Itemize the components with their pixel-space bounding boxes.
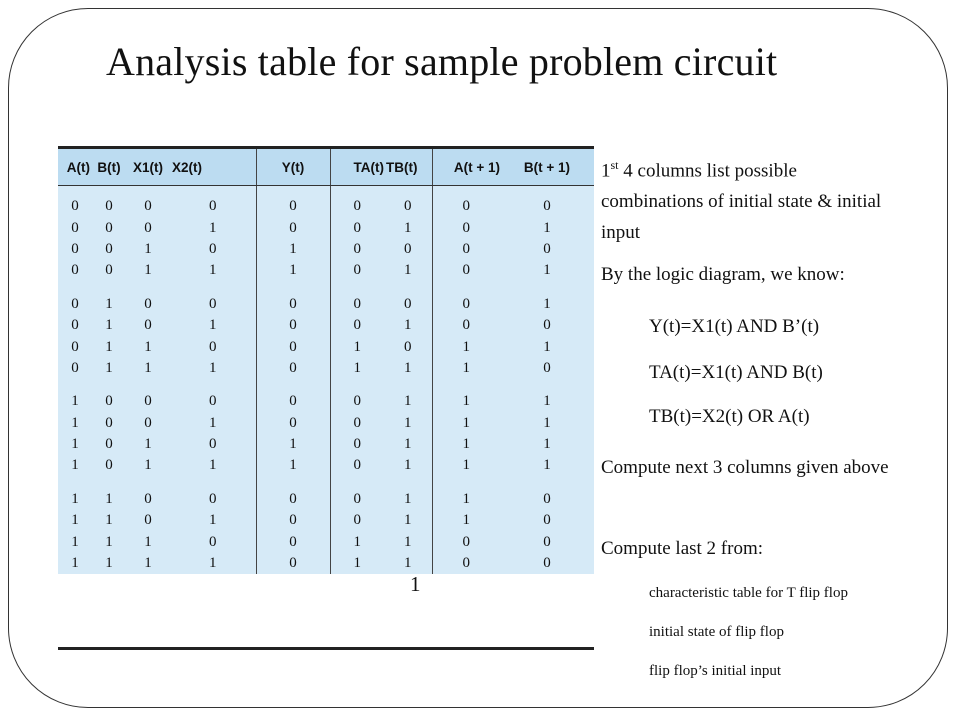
cell-tb: 0	[384, 336, 432, 357]
cell-x1: 0	[144, 393, 152, 410]
cell-tb: 1	[384, 315, 432, 336]
cell-a-next: 0	[462, 533, 470, 550]
cell-x2: 0	[170, 379, 256, 412]
cell-a-next: 1	[462, 414, 470, 431]
cell-b-next: 0	[543, 533, 551, 550]
cell-tb: 1	[384, 510, 432, 531]
cell-a-next: 1	[462, 338, 470, 355]
cell-b: 0	[105, 457, 113, 474]
table-row	[58, 413, 594, 434]
cell-x1: 1	[144, 262, 152, 279]
cell-a: 0	[71, 198, 79, 215]
cell-b-next: 0	[543, 490, 551, 507]
cell-a-next: 1	[462, 490, 470, 507]
cell-ta: 0	[353, 512, 361, 529]
cell-a-next: 0	[462, 317, 470, 334]
cell-tb: 1	[384, 434, 432, 455]
cell-a: 1	[71, 512, 79, 529]
cell-tb: 0	[384, 239, 432, 260]
table-row	[58, 239, 594, 260]
cell-ta: 1	[353, 359, 361, 376]
cell-b-next: 1	[543, 262, 551, 279]
table-row	[58, 260, 594, 281]
cell-tb: 1	[384, 358, 432, 379]
table-body	[58, 186, 594, 575]
table-row	[58, 186, 594, 218]
cell-x1: 0	[144, 295, 152, 312]
cell-a: 1	[71, 457, 79, 474]
cell-x1: 0	[144, 219, 152, 236]
table-row	[58, 358, 594, 379]
cell-a: 0	[71, 338, 79, 355]
cell-a-next: 0	[462, 240, 470, 257]
cell-a: 1	[71, 490, 79, 507]
cell-x2: 0	[170, 336, 256, 357]
cell-a: 1	[71, 414, 79, 431]
cell-ta: 0	[353, 219, 361, 236]
cell-x1: 1	[144, 533, 152, 550]
cell-tb: 1	[384, 379, 432, 412]
cell-tb: 1	[384, 217, 432, 238]
cell-b-next: 0	[543, 317, 551, 334]
cell-b: 0	[105, 198, 113, 215]
table-row	[58, 531, 594, 552]
cell-tb: 1	[384, 553, 432, 574]
cell-a: 0	[71, 262, 79, 279]
cell-y: 0	[256, 186, 330, 218]
cell-ta: 1	[353, 533, 361, 550]
cell-x2: 1	[170, 260, 256, 281]
cell-ta: 0	[353, 490, 361, 507]
cell-b-next: 0	[543, 555, 551, 572]
header-y: Y(t)	[256, 149, 330, 186]
cell-x1: 1	[144, 359, 152, 376]
cell-b-next: 0	[543, 512, 551, 529]
cell-b: 1	[105, 359, 113, 376]
cell-a-next: 0	[462, 555, 470, 572]
note-first-columns	[601, 150, 901, 248]
cell-x1: 1	[144, 240, 152, 257]
cell-x1: 1	[144, 457, 152, 474]
cell-x2: 0	[170, 531, 256, 552]
cell-b: 1	[105, 295, 113, 312]
cell-a-next: 0	[462, 198, 470, 215]
cell-b: 0	[105, 219, 113, 236]
cell-b-next: 0	[543, 359, 551, 376]
table-bottom-rule	[58, 647, 594, 650]
cell-ta: 1	[353, 338, 361, 355]
cell-b: 1	[105, 533, 113, 550]
cell-b: 1	[105, 555, 113, 572]
cell-ta: 0	[353, 457, 361, 474]
cell-b: 0	[105, 240, 113, 257]
cell-b-next: 1	[543, 393, 551, 410]
header-a: A(t)	[58, 149, 92, 186]
note-first-columns-number: 1	[601, 160, 611, 182]
cell-y: 0	[256, 217, 330, 238]
table-row	[58, 315, 594, 336]
cell-b: 1	[105, 490, 113, 507]
cell-x1: 1	[144, 555, 152, 572]
header-x2: X2(t)	[170, 149, 256, 186]
cell-ta: 0	[353, 414, 361, 431]
cell-ta: 0	[353, 393, 361, 410]
cell-x2: 1	[170, 413, 256, 434]
cell-y: 0	[256, 315, 330, 336]
cell-x2: 1	[170, 358, 256, 379]
table-header-row	[58, 149, 594, 186]
cell-b: 1	[105, 338, 113, 355]
cell-x2: 0	[170, 239, 256, 260]
cell-a: 0	[71, 219, 79, 236]
cell-b-next: 0	[543, 198, 551, 215]
equation-ta: TA(t)=X1(t) AND B(t)	[649, 362, 823, 383]
note-first-columns-ordinal: st	[610, 158, 619, 172]
cell-b: 1	[105, 512, 113, 529]
cell-y: 0	[256, 358, 330, 379]
cell-y: 1	[256, 260, 330, 281]
cell-a-next: 0	[462, 219, 470, 236]
sub-note-initial-input: flip flop’s initial input	[649, 663, 782, 679]
cell-y: 0	[256, 413, 330, 434]
cell-ta: 0	[353, 240, 361, 257]
cell-tb: 1	[384, 413, 432, 434]
cell-a: 0	[71, 359, 79, 376]
cell-tb: 1	[384, 260, 432, 281]
cell-x2: 0	[170, 477, 256, 510]
cell-x2: 0	[170, 186, 256, 218]
cell-x1: 0	[144, 490, 152, 507]
header-tb: TB(t)	[384, 149, 432, 186]
table-row	[58, 477, 594, 510]
header-b-next: B(t + 1)	[500, 149, 594, 186]
cell-x1: 1	[144, 338, 152, 355]
sub-note-initial-state: initial state of flip flop	[649, 624, 784, 640]
equation-y: Y(t)=X1(t) AND B’(t)	[649, 316, 820, 337]
note-next-columns: Compute next 3 columns given above	[601, 457, 889, 478]
cell-a-next: 1	[462, 436, 470, 453]
cell-y: 0	[256, 379, 330, 412]
cell-tb: 1	[384, 455, 432, 476]
cell-a: 0	[71, 240, 79, 257]
overlay-mark: 1	[410, 572, 421, 596]
table-row	[58, 455, 594, 476]
cell-x2: 0	[170, 282, 256, 315]
cell-b: 0	[105, 262, 113, 279]
cell-x2: 1	[170, 553, 256, 574]
cell-a-next: 1	[462, 457, 470, 474]
cell-b: 0	[105, 393, 113, 410]
cell-x1: 0	[144, 198, 152, 215]
cell-b-next: 1	[543, 414, 551, 431]
header-a-next: A(t + 1)	[432, 149, 500, 186]
note-first-columns-text: 4 columns list possible combinations of initial state & initial input	[601, 160, 882, 244]
cell-tb: 0	[384, 186, 432, 218]
cell-y: 1	[256, 239, 330, 260]
cell-a: 1	[71, 393, 79, 410]
cell-y: 0	[256, 336, 330, 357]
cell-y: 0	[256, 553, 330, 574]
analysis-table-container	[58, 146, 594, 650]
cell-tb: 1	[384, 477, 432, 510]
header-ta: TA(t)	[330, 149, 384, 186]
cell-ta: 0	[353, 262, 361, 279]
cell-x2: 1	[170, 510, 256, 531]
cell-y: 1	[256, 434, 330, 455]
table-row	[58, 510, 594, 531]
cell-x1: 0	[144, 512, 152, 529]
cell-b-next: 0	[543, 240, 551, 257]
cell-ta: 0	[353, 295, 361, 312]
cell-a: 0	[71, 317, 79, 334]
note-last-columns: Compute last 2 from:	[601, 538, 764, 559]
table-row	[58, 379, 594, 412]
slide-title: Analysis table for sample problem circuit	[106, 39, 778, 84]
table-row	[58, 553, 594, 574]
cell-a-next: 1	[462, 512, 470, 529]
cell-b-next: 1	[543, 219, 551, 236]
cell-b-next: 1	[543, 436, 551, 453]
cell-x2: 1	[170, 217, 256, 238]
header-x1: X1(t)	[126, 149, 170, 186]
cell-b: 0	[105, 414, 113, 431]
cell-tb: 1	[384, 531, 432, 552]
cell-x2: 1	[170, 455, 256, 476]
cell-b-next: 1	[543, 295, 551, 312]
cell-ta: 0	[353, 436, 361, 453]
cell-a-next: 0	[462, 295, 470, 312]
cell-y: 0	[256, 282, 330, 315]
cell-y: 0	[256, 531, 330, 552]
cell-x1: 1	[144, 436, 152, 453]
cell-x1: 0	[144, 317, 152, 334]
cell-ta: 1	[353, 555, 361, 572]
cell-b: 0	[105, 436, 113, 453]
cell-a: 1	[71, 533, 79, 550]
cell-a: 0	[71, 295, 79, 312]
cell-ta: 0	[353, 198, 361, 215]
cell-a: 1	[71, 436, 79, 453]
cell-y: 0	[256, 510, 330, 531]
cell-tb: 0	[384, 282, 432, 315]
cell-b: 1	[105, 317, 113, 334]
header-b: B(t)	[92, 149, 126, 186]
cell-a-next: 1	[462, 359, 470, 376]
cell-x2: 1	[170, 315, 256, 336]
cell-ta: 0	[353, 317, 361, 334]
table-row	[58, 434, 594, 455]
cell-a-next: 0	[462, 262, 470, 279]
cell-y: 0	[256, 477, 330, 510]
cell-a: 1	[71, 555, 79, 572]
sub-note-characteristic-table: characteristic table for T flip flop	[649, 585, 848, 601]
table-row	[58, 336, 594, 357]
cell-a-next: 1	[462, 393, 470, 410]
cell-b-next: 1	[543, 457, 551, 474]
cell-x1: 0	[144, 414, 152, 431]
analysis-table	[58, 149, 594, 574]
equation-tb: TB(t)=X2(t) OR A(t)	[649, 406, 810, 427]
cell-y: 1	[256, 455, 330, 476]
table-row	[58, 217, 594, 238]
table-row	[58, 282, 594, 315]
note-logic-diagram: By the logic diagram, we know:	[601, 264, 845, 285]
cell-x2: 0	[170, 434, 256, 455]
cell-b-next: 1	[543, 338, 551, 355]
